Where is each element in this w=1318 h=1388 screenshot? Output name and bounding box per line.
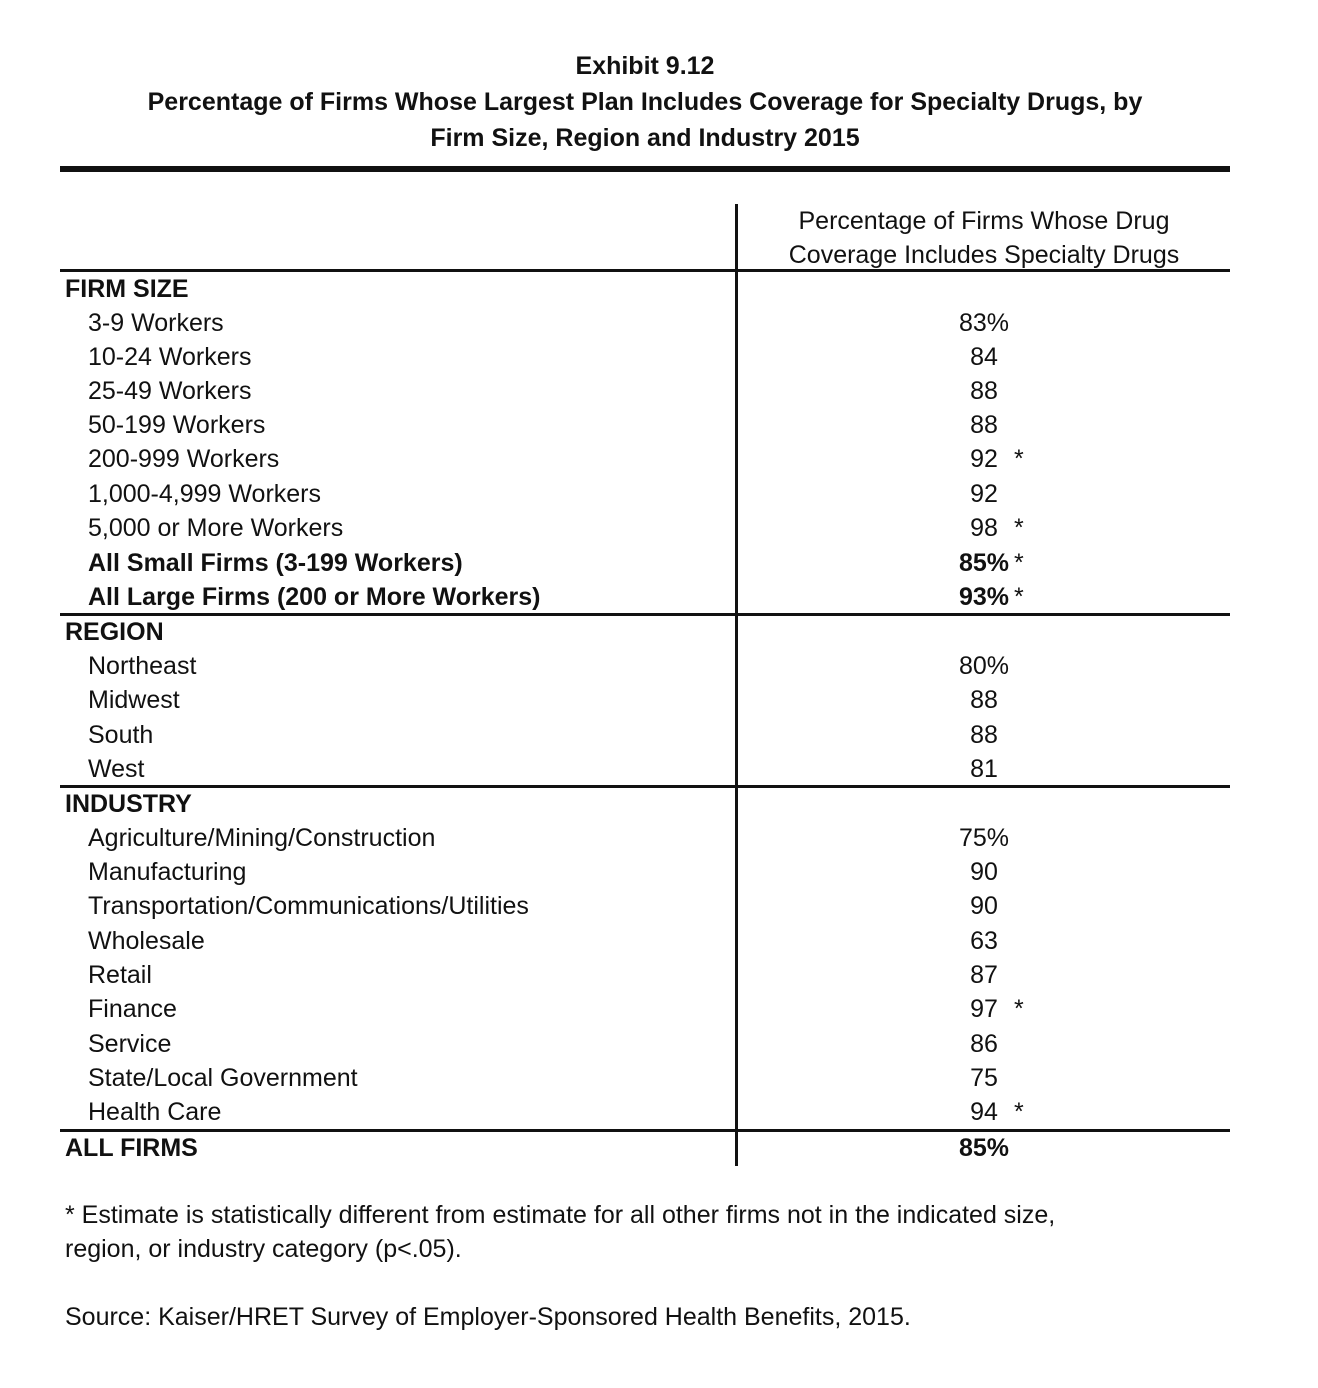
row-label: 200-999 Workers: [88, 445, 280, 473]
top-rule: [60, 166, 1230, 172]
row-label: Manufacturing: [88, 858, 247, 886]
value-number: 80%: [958, 652, 1010, 680]
row-label: All Small Firms (3-199 Workers): [88, 549, 463, 577]
row-value: [738, 752, 1230, 786]
row-value: [738, 718, 1230, 752]
value-number: 90: [970, 892, 998, 920]
row-label: Retail: [88, 961, 152, 989]
row-value: [738, 1131, 1230, 1165]
value-number: 63: [970, 927, 998, 955]
table-row: [60, 649, 1230, 683]
table-row-total: [60, 546, 1230, 580]
row-value: [738, 821, 1230, 855]
section-heading-firm-size: [60, 272, 1230, 306]
value-number: 88: [970, 377, 998, 405]
value-number: 88: [970, 411, 998, 439]
table-row: [60, 340, 1230, 374]
value-number: 81: [970, 755, 998, 783]
row-label: 1,000-4,999 Workers: [88, 480, 321, 508]
row-label: Wholesale: [88, 927, 205, 955]
row-value: [738, 649, 1230, 683]
table-row: [60, 855, 1230, 889]
value-number: 93%: [958, 583, 1010, 611]
table-row: [60, 752, 1230, 786]
row-value: 94 *: [738, 1095, 1230, 1129]
footnote-line-1: * Estimate is statistically different from estimate for all other firms not in the indicated size,: [65, 1201, 1056, 1229]
exhibit-title-block: [60, 48, 1230, 156]
row-label: Agriculture/Mining/Construction: [88, 824, 436, 852]
row-value: 97 *: [738, 992, 1230, 1026]
value-number: 88: [970, 721, 998, 749]
exhibit-title-line-2: Firm Size, Region and Industry 2015: [430, 124, 860, 152]
table-row: [60, 306, 1230, 340]
row-value: [738, 889, 1230, 923]
value-number: 75: [970, 1064, 998, 1092]
value-number: 97: [970, 995, 998, 1023]
row-label: Transportation/Communications/Utilities: [88, 892, 529, 920]
table-row: [60, 958, 1230, 992]
value-number: 98: [970, 514, 998, 542]
footnote-line-2: region, or industry category (p<.05).: [65, 1235, 462, 1263]
column-header-line-1: Percentage of Firms Whose Drug: [798, 207, 1170, 235]
row-label: Northeast: [88, 652, 197, 680]
table-row: [60, 924, 1230, 958]
row-label: 50-199 Workers: [88, 411, 266, 439]
value-number: 85%: [958, 549, 1010, 577]
table-row: [60, 718, 1230, 752]
value-number: 90: [970, 858, 998, 886]
row-value: [738, 306, 1230, 340]
table-row: [60, 1061, 1230, 1095]
row-label: Service: [88, 1030, 172, 1058]
column-header-line-2: Coverage Includes Specialty Drugs: [788, 241, 1180, 269]
column-header: [738, 204, 1230, 272]
table-row: [60, 683, 1230, 717]
row-label: 25-49 Workers: [88, 377, 252, 405]
section-label: INDUSTRY: [65, 790, 192, 818]
row-value: 85% *: [738, 546, 1230, 580]
value-number: 92: [970, 445, 998, 473]
value-number: 94: [970, 1098, 998, 1126]
value-number: 86: [970, 1030, 998, 1058]
row-value: [738, 340, 1230, 374]
row-label: Health Care: [88, 1098, 222, 1126]
row-value: [738, 924, 1230, 958]
row-value: 92 *: [738, 442, 1230, 476]
row-value: [738, 683, 1230, 717]
row-label: 5,000 or More Workers: [88, 514, 344, 542]
row-value: 93% *: [738, 580, 1230, 614]
value-number: 83%: [958, 309, 1010, 337]
value-number: 84: [970, 343, 998, 371]
row-value: 98 *: [738, 511, 1230, 545]
row-label: All Large Firms (200 or More Workers): [88, 583, 541, 611]
value-number: 88: [970, 686, 998, 714]
row-value: [738, 855, 1230, 889]
row-label: West: [88, 755, 145, 783]
section-heading-region: [60, 615, 1230, 649]
table-row: [60, 374, 1230, 408]
row-label: State/Local Government: [88, 1064, 358, 1092]
table-row-total: [60, 580, 1230, 614]
table-row: [60, 408, 1230, 442]
row-label: 10-24 Workers: [88, 343, 252, 371]
value-number: 75%: [958, 824, 1010, 852]
table-row: [60, 1095, 1230, 1129]
value-number: 92: [970, 480, 998, 508]
exhibit-number: Exhibit 9.12: [575, 52, 715, 80]
value-number: 85%: [958, 1134, 1010, 1162]
source-note: Source: Kaiser/HRET Survey of Employer-Sponsored Health Benefits, 2015.: [65, 1303, 911, 1331]
section-label: REGION: [65, 618, 164, 646]
table-row: [60, 992, 1230, 1026]
row-label: Midwest: [88, 686, 180, 714]
table-row: [60, 1027, 1230, 1061]
row-label: ALL FIRMS: [65, 1134, 198, 1162]
row-label: Finance: [88, 995, 177, 1023]
table-row-all-firms: [60, 1131, 1230, 1165]
row-value: [738, 408, 1230, 442]
table-row: [60, 889, 1230, 923]
table-row: [60, 442, 1230, 476]
table-row: [60, 511, 1230, 545]
section-heading-industry: [60, 787, 1230, 821]
footnote: [65, 1198, 1225, 1266]
table-row: [60, 821, 1230, 855]
row-value: [738, 1061, 1230, 1095]
section-label: FIRM SIZE: [65, 275, 189, 303]
row-value: [738, 958, 1230, 992]
value-number: 87: [970, 961, 998, 989]
row-value: [738, 374, 1230, 408]
table-row: [60, 477, 1230, 511]
row-label: 3-9 Workers: [88, 309, 224, 337]
row-value: [738, 1027, 1230, 1061]
row-label: South: [88, 721, 154, 749]
row-value: [738, 477, 1230, 511]
exhibit-title-line-1: Percentage of Firms Whose Largest Plan Includes Coverage for Specialty Drugs, by: [147, 88, 1143, 116]
